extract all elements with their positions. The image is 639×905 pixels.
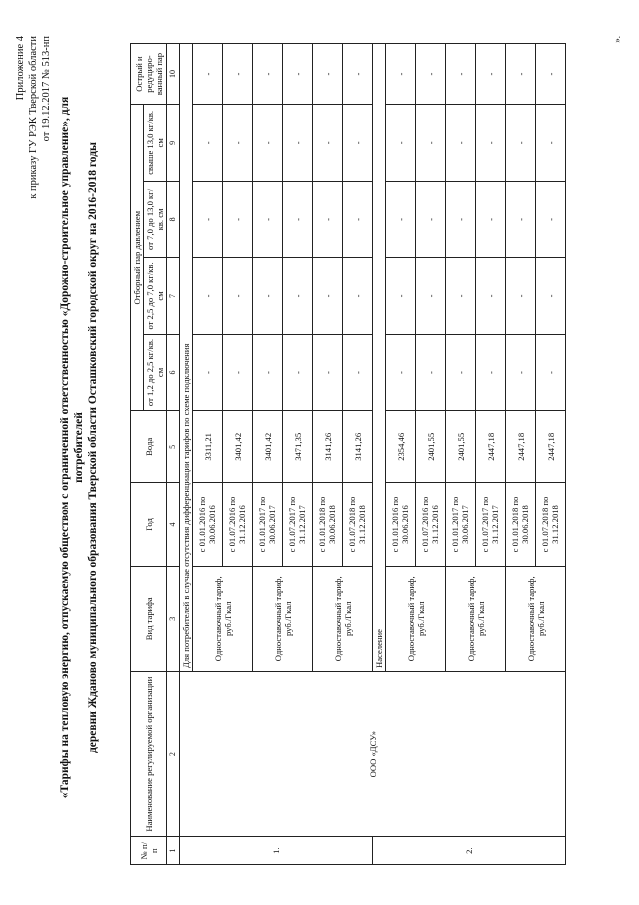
annex-reference: [14, 36, 53, 336]
header-org: Наименование регулируемой организации: [131, 671, 167, 836]
colnum-cell: 4: [167, 483, 180, 566]
colnum-cell: 2: [167, 671, 180, 836]
steam-tariff-cell: -: [416, 258, 446, 335]
header-row-1: [131, 44, 144, 865]
section-row: [180, 44, 193, 865]
period-cell: с 01.07.2016 по 31.12.2016: [416, 483, 446, 566]
tariff-table: [130, 43, 566, 865]
header-year: Год: [131, 483, 167, 566]
steam-tariff-cell: -: [476, 44, 506, 105]
annex-number: Приложение 4: [15, 36, 26, 101]
steam-tariff-cell: -: [446, 105, 476, 182]
colnum-cell: 5: [167, 411, 180, 483]
period-cell: с 01.07.2017 по 31.12.2017: [283, 483, 313, 566]
colnum-cell: 1: [167, 837, 180, 865]
tariff-type: Одноставочный тариф, руб./Гкал: [313, 566, 373, 671]
steam-tariff-cell: -: [446, 181, 476, 258]
steam-tariff-cell: -: [283, 258, 313, 335]
steam-tariff-cell: -: [386, 181, 416, 258]
steam-tariff-cell: -: [506, 258, 536, 335]
steam-tariff-cell: -: [386, 44, 416, 105]
steam-tariff-cell: -: [223, 334, 253, 411]
steam-tariff-cell: -: [193, 258, 223, 335]
tariff-type: Одноставочный тариф, руб./Гкал: [253, 566, 313, 671]
title-line-1: «Тарифы на тепловую энергию, отпускаемую обществом с ограниченной ответственностью «Дорожно-строительное управление», для потребителей: [59, 96, 85, 799]
organization-name: ООО «ДСУ»: [180, 671, 566, 836]
steam-tariff-cell: -: [416, 334, 446, 411]
water-tariff-cell: 2447,18: [506, 411, 536, 483]
water-tariff-cell: 2401,55: [416, 411, 446, 483]
steam-tariff-cell: -: [386, 105, 416, 182]
water-tariff-cell: 3401,42: [253, 411, 283, 483]
steam-tariff-cell: -: [446, 44, 476, 105]
colnum-cell: 8: [167, 181, 180, 258]
header-p3: от 7,0 до 13,0 кг/кв. см: [144, 181, 167, 258]
section-number: 1.: [180, 837, 373, 865]
closing-quote-mark: ».: [612, 36, 622, 43]
header-sharp-steam: Острый и редуциро- ванный пар: [131, 44, 167, 105]
steam-tariff-cell: -: [506, 44, 536, 105]
period-cell: с 01.01.2017 по 30.06.2017: [446, 483, 476, 566]
water-tariff-cell: 3141,26: [343, 411, 373, 483]
steam-tariff-cell: -: [313, 44, 343, 105]
steam-tariff-cell: -: [536, 258, 566, 335]
document-title: [58, 60, 100, 835]
period-cell: с 01.01.2016 по 30.06.2016: [386, 483, 416, 566]
period-cell: с 01.07.2018 по 31.12.2018: [536, 483, 566, 566]
steam-tariff-cell: -: [446, 258, 476, 335]
steam-tariff-cell: -: [343, 334, 373, 411]
steam-tariff-cell: -: [193, 105, 223, 182]
tariff-type: Одноставочный тариф, руб./Гкал: [193, 566, 253, 671]
water-tariff-cell: 3141,26: [313, 411, 343, 483]
steam-tariff-cell: -: [223, 258, 253, 335]
steam-tariff-cell: -: [476, 258, 506, 335]
colnum-cell: 6: [167, 334, 180, 411]
steam-tariff-cell: -: [446, 334, 476, 411]
header-tariff-type: Вид тарифа: [131, 566, 167, 671]
section-number: 2.: [373, 837, 566, 865]
header-water: Вода: [131, 411, 167, 483]
steam-tariff-cell: -: [506, 181, 536, 258]
steam-tariff-cell: -: [313, 334, 343, 411]
water-tariff-cell: 3471,35: [283, 411, 313, 483]
period-cell: с 01.07.2018 по 31.12.2018: [343, 483, 373, 566]
annex-order-ref: к приказу ГУ РЭК Тверской области: [28, 36, 39, 199]
steam-tariff-cell: -: [386, 258, 416, 335]
colnum-cell: 9: [167, 105, 180, 182]
steam-tariff-cell: -: [283, 44, 313, 105]
steam-tariff-cell: -: [283, 334, 313, 411]
water-tariff-cell: 2447,18: [476, 411, 506, 483]
column-number-row: [167, 44, 180, 865]
steam-tariff-cell: -: [536, 181, 566, 258]
tariff-type: Одноставочный тариф, руб./Гкал: [446, 566, 506, 671]
water-tariff-cell: 3401,42: [223, 411, 253, 483]
steam-tariff-cell: -: [283, 181, 313, 258]
colnum-cell: 7: [167, 258, 180, 335]
steam-tariff-cell: -: [476, 105, 506, 182]
section-label: Для потребителей в случае отсутствия дифференциации тарифов по схеме подключения: [180, 44, 193, 672]
steam-tariff-cell: -: [506, 105, 536, 182]
steam-tariff-cell: -: [283, 105, 313, 182]
steam-tariff-cell: -: [193, 334, 223, 411]
period-cell: с 01.07.2017 по 31.12.2017: [476, 483, 506, 566]
steam-tariff-cell: -: [313, 258, 343, 335]
tariff-type: Одноставочный тариф, руб./Гкал: [386, 566, 446, 671]
title-line-2: деревни Жданово муниципального образования Тверской области Осташковский городской округ на 2016-2018 годы: [87, 141, 99, 754]
steam-tariff-cell: -: [253, 334, 283, 411]
period-cell: с 01.07.2016 по 31.12.2016: [223, 483, 253, 566]
steam-tariff-cell: -: [223, 44, 253, 105]
steam-tariff-cell: -: [536, 44, 566, 105]
steam-tariff-cell: -: [253, 181, 283, 258]
steam-tariff-cell: -: [476, 334, 506, 411]
steam-tariff-cell: -: [416, 181, 446, 258]
steam-tariff-cell: -: [343, 181, 373, 258]
period-cell: с 01.01.2017 по 30.06.2017: [253, 483, 283, 566]
steam-tariff-cell: -: [416, 105, 446, 182]
steam-tariff-cell: -: [193, 181, 223, 258]
steam-tariff-cell: -: [253, 258, 283, 335]
steam-tariff-cell: -: [313, 105, 343, 182]
steam-tariff-cell: -: [343, 44, 373, 105]
colnum-cell: 3: [167, 566, 180, 671]
period-cell: с 01.01.2018 по 30.06.2018: [313, 483, 343, 566]
header-p2: от 2,5 до 7,0 кг/кв. см: [144, 258, 167, 335]
steam-tariff-cell: -: [536, 105, 566, 182]
steam-tariff-cell: -: [386, 334, 416, 411]
header-num: № п/ п: [131, 837, 167, 865]
steam-tariff-cell: -: [193, 44, 223, 105]
steam-tariff-cell: -: [223, 181, 253, 258]
steam-tariff-cell: -: [223, 105, 253, 182]
period-cell: с 01.01.2018 по 30.06.2018: [506, 483, 536, 566]
water-tariff-cell: 3311,21: [193, 411, 223, 483]
water-tariff-cell: 2354,46: [386, 411, 416, 483]
steam-tariff-cell: -: [253, 105, 283, 182]
steam-tariff-cell: -: [253, 44, 283, 105]
water-tariff-cell: 2447,18: [536, 411, 566, 483]
tariff-type: Одноставочный тариф, руб./Гкал: [506, 566, 566, 671]
colnum-cell: 10: [167, 44, 180, 105]
header-steam-group: Отборный пар давлением: [131, 105, 144, 411]
steam-tariff-cell: -: [313, 181, 343, 258]
section-label: Население: [373, 44, 386, 672]
steam-tariff-cell: -: [343, 105, 373, 182]
steam-tariff-cell: -: [416, 44, 446, 105]
steam-tariff-cell: -: [476, 181, 506, 258]
header-p4: свыше 13,0 кг/кв. см: [144, 105, 167, 182]
annex-order-date: от 19.12.2017 № 513-нп: [41, 36, 52, 142]
period-cell: с 01.01.2016 по 30.06.2016: [193, 483, 223, 566]
water-tariff-cell: 2401,55: [446, 411, 476, 483]
steam-tariff-cell: -: [343, 258, 373, 335]
steam-tariff-cell: -: [506, 334, 536, 411]
header-p1: от 1,2 до 2,5 кг/кв. см: [144, 334, 167, 411]
steam-tariff-cell: -: [536, 334, 566, 411]
